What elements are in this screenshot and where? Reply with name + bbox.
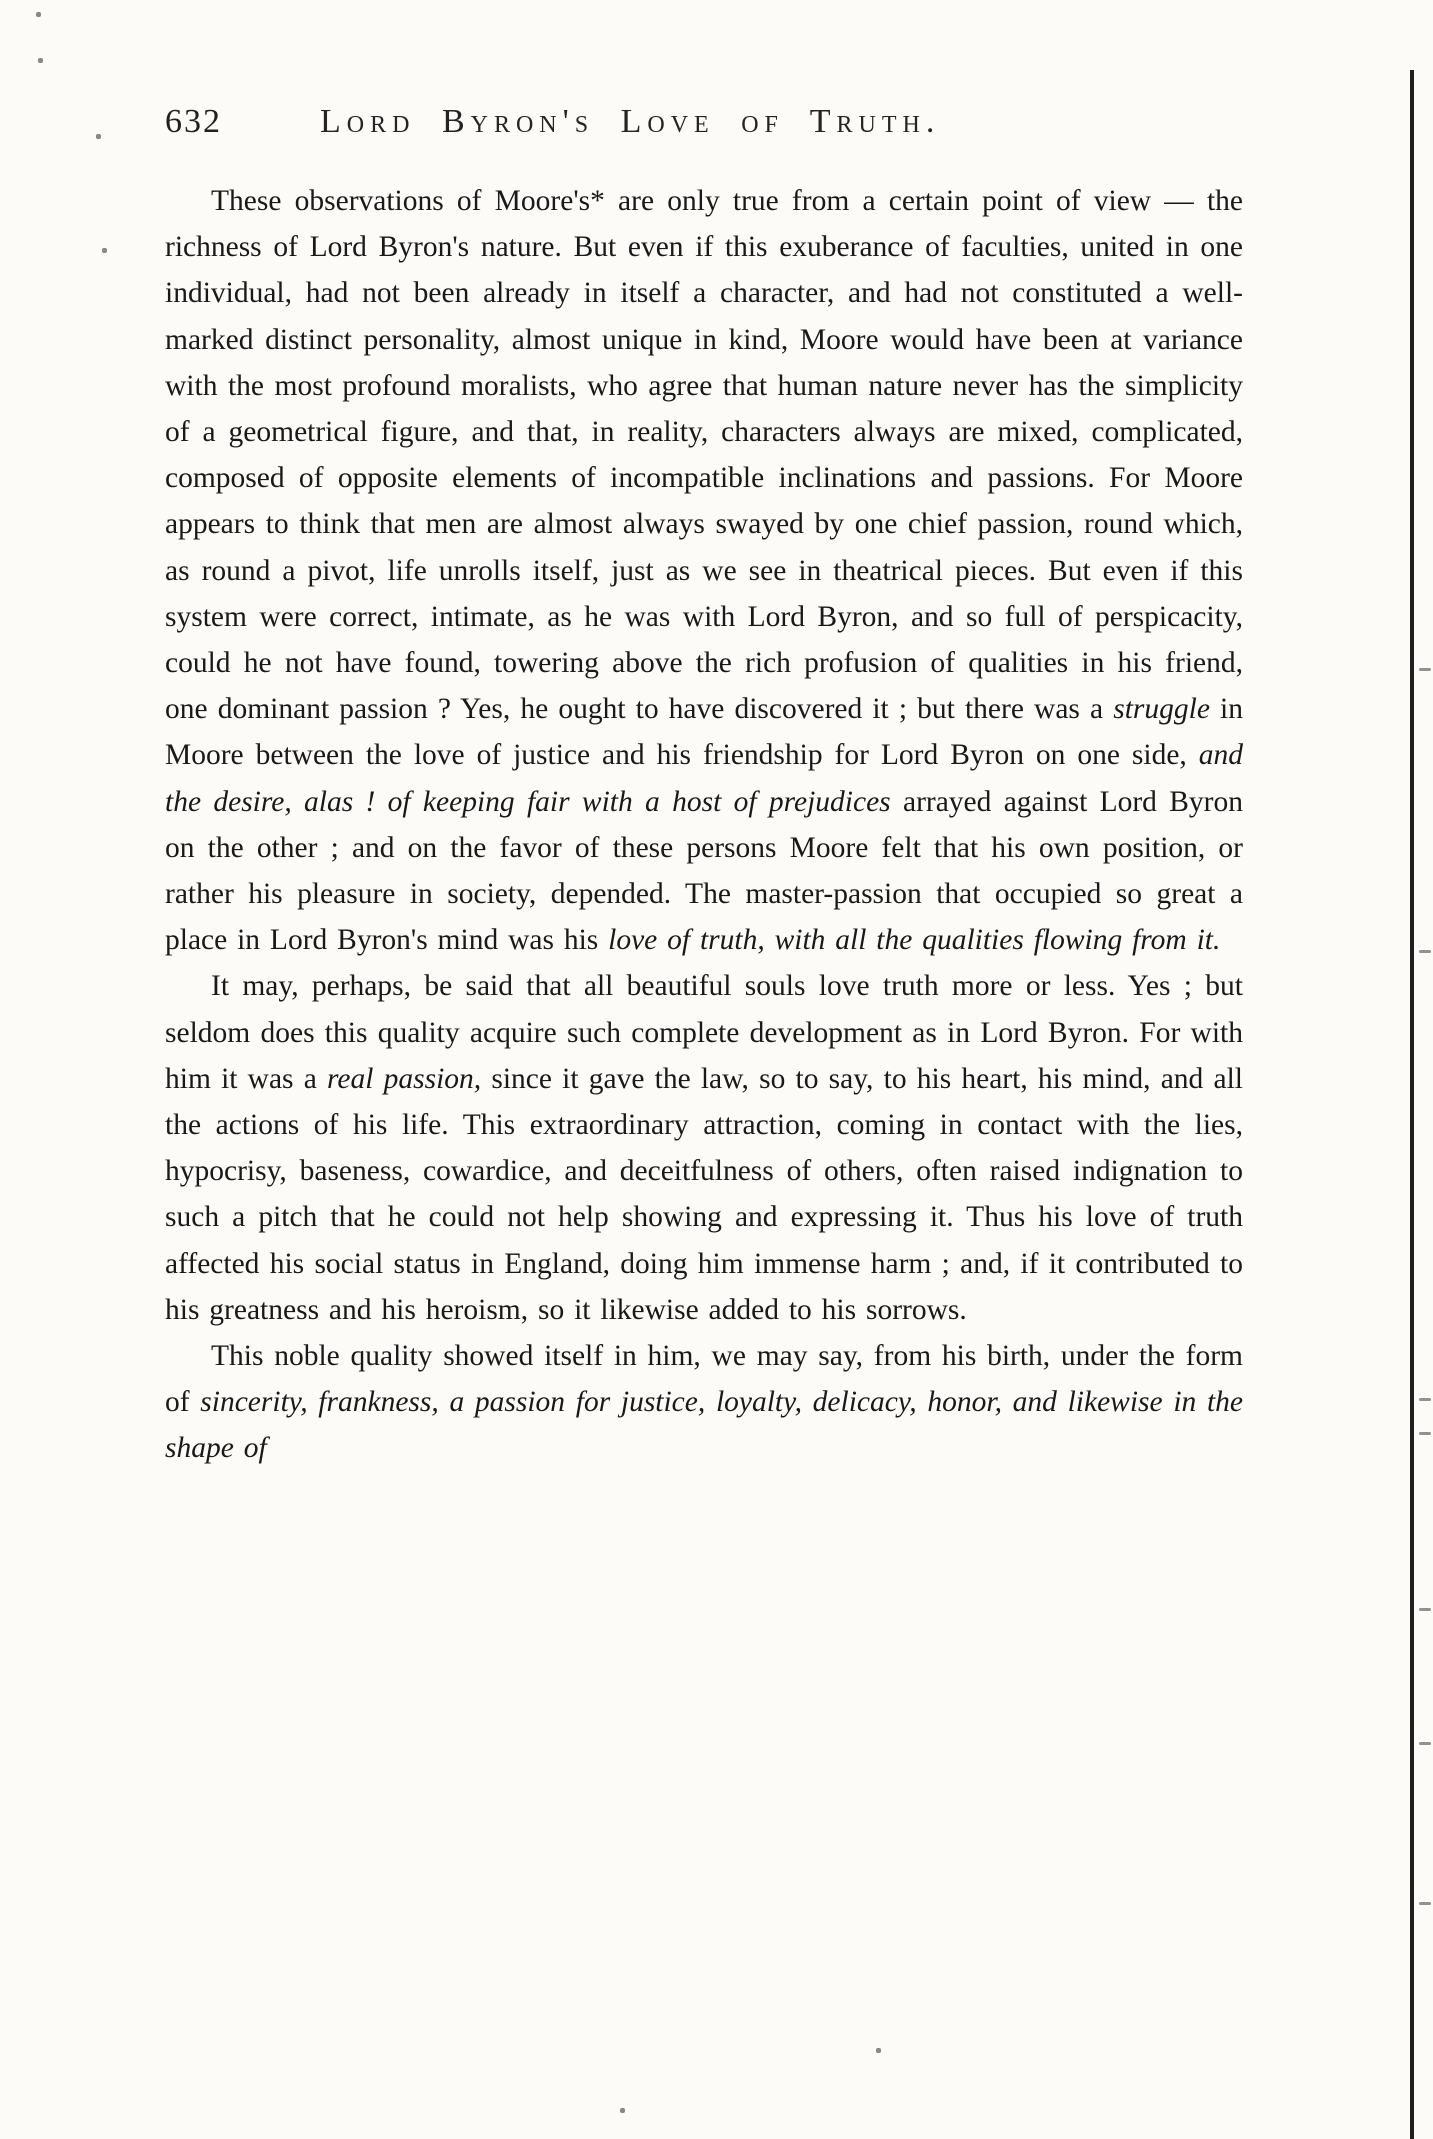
scan-artifact (1419, 1608, 1431, 1611)
italic-run: and the desire, alas ! of keeping fair with a host of prejudices (165, 739, 1243, 818)
paragraph-2 (165, 963, 1243, 1333)
italic-run: struggle (1113, 693, 1210, 726)
text-run: This noble quality showed itself in him, we may say, from his birth, under the form of (165, 1340, 1243, 1419)
text-run: since it gave the law, so to say, to his heart, his mind, and all the actions of his life. This extraordinary attraction, coming in contact with the lies, hypocrisy, baseness, cowardice, and deceitfulness of others, often raised indignation to such a pitch that he could not help showing and expressing it. Thus his love of truth affected his social status in England, doing him immense harm ; and, if it contributed to his greatness and his heroism, so it likewise added to his sorrows. (165, 1062, 1243, 1326)
scan-artifact (1419, 1902, 1431, 1905)
italic-run: love of truth, with all the qualities flowing from it. (608, 924, 1221, 957)
scan-artifact (620, 2108, 625, 2113)
scan-artifact (1419, 1432, 1431, 1435)
page-header (165, 103, 1243, 141)
italic-run: real passion, (327, 1062, 482, 1095)
scan-artifact (1419, 1742, 1431, 1745)
scan-artifact (96, 134, 101, 139)
scan-artifact (36, 12, 41, 17)
italic-run: sincerity, frankness, a passion for justice, loyalty, delicacy, honor, and likewise in the shape of (165, 1386, 1244, 1465)
scan-artifact (102, 248, 107, 253)
paragraph-3 (165, 1333, 1243, 1472)
page-number: 632 (165, 103, 222, 140)
scan-artifact (1419, 668, 1431, 671)
scan-artifact (876, 2048, 881, 2053)
scan-artifact (38, 58, 43, 63)
scan-artifact (1419, 950, 1431, 953)
text-run: in Moore between the love of justice and his friendship for Lord Byron on one side, (165, 693, 1243, 772)
scan-edge-line (1410, 70, 1414, 2139)
text-run: These observations of Moore's* are only true from a certain point of view — the richness of Lord Byron's nature. But even if this exuberance of faculties, united in one individual, had not been already in itself a character, and had not constituted a well-marked distinct personality, almost unique in kind, Moore would have been at variance with the most profound moralists, who agree that human nature never has the simplicity of a geometrical figure, and that, in reality, characters always are mixed, complicated, composed of opposite elements of incompatible inclinations and passions. For Moore appears to think that men are almost always swayed by one chief passion, round which, as round a pivot, life unrolls itself, just as we see in theatrical pieces. But even if this system were correct, intimate, as he was with Lord Byron, and so full of perspicacity, could he not have found, towering above the rich profusion of qualities in his friend, one dominant passion ? Yes, he ought to have discovered it ; but there was a (165, 185, 1243, 726)
scan-artifact (1419, 1398, 1431, 1401)
text-run: It may, perhaps, be said that all beautiful souls love truth more or less. Yes ; but seldom does this quality acquire such complete development as in Lord Byron. For with him it was a (165, 970, 1243, 1095)
running-title: Lord Byron's Love of Truth. (320, 103, 941, 140)
text-run: arrayed against Lord Byron on the other ; and on the favor of these persons Moore felt that his own position, or rather his pleasure in society, depended. The master-passion that occupied so great a place in Lord Byron's mind was his (165, 785, 1243, 957)
text-block (165, 178, 1243, 1472)
paragraph-1 (165, 178, 1243, 963)
